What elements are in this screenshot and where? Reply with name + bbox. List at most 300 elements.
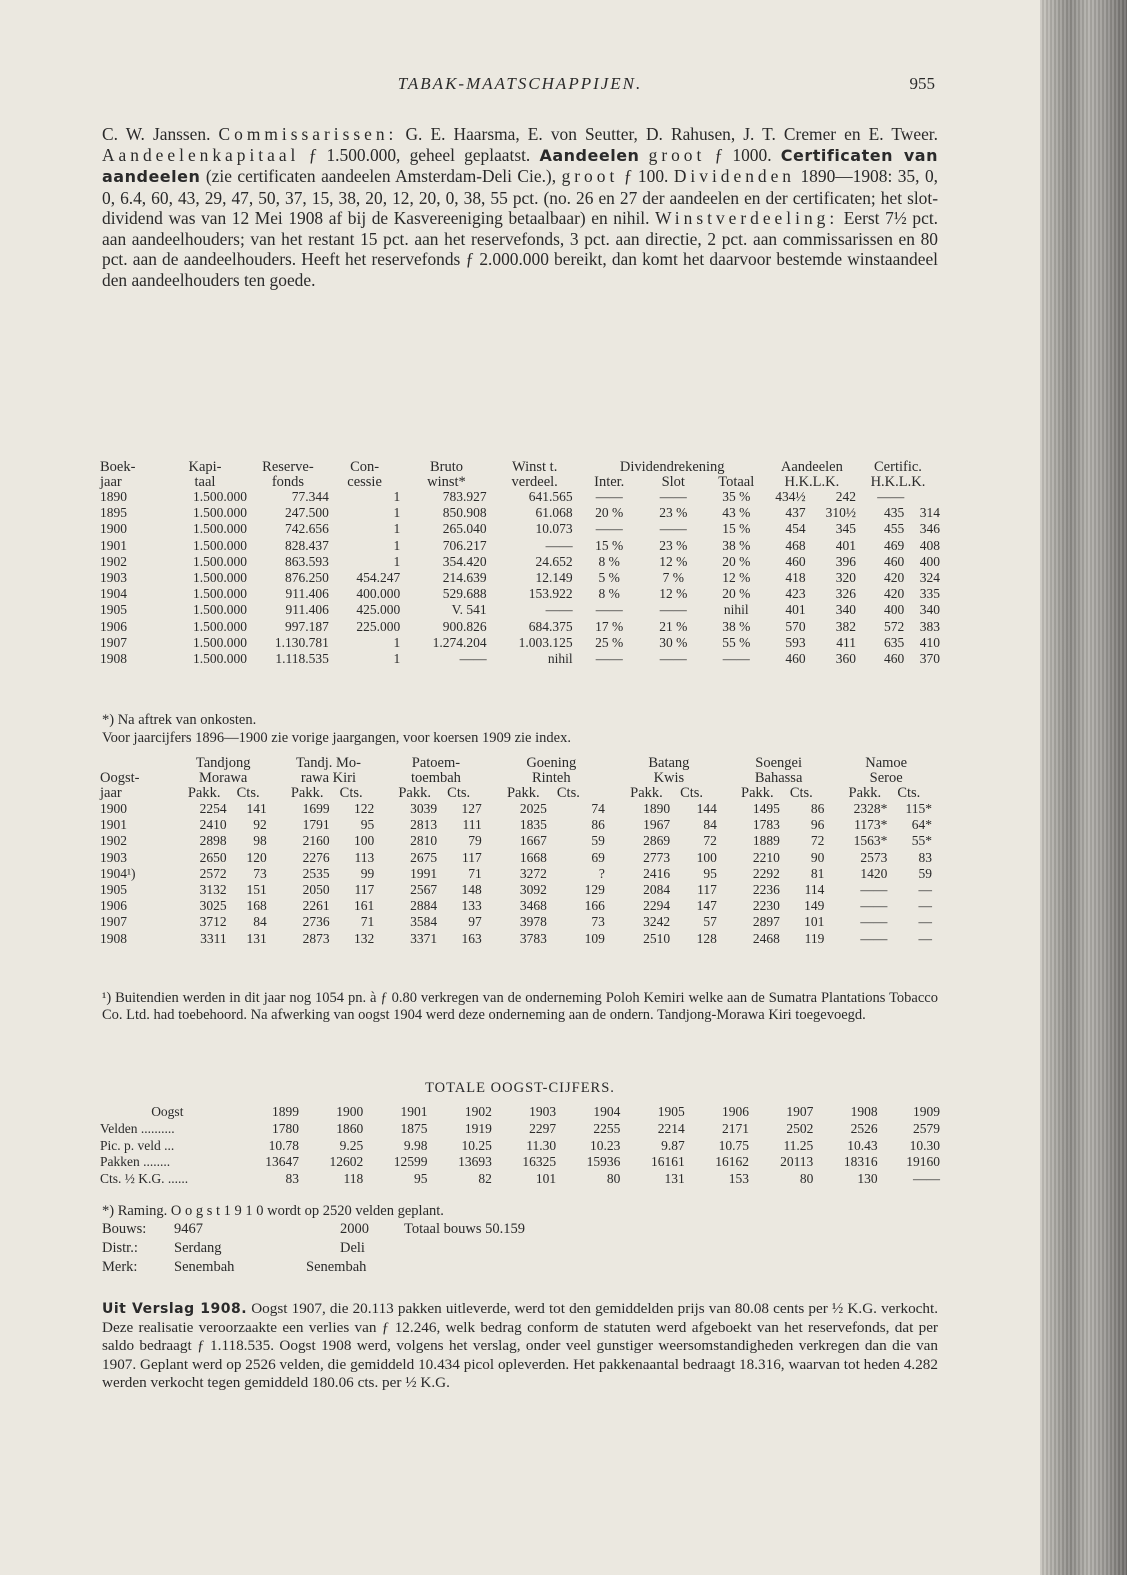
totals-title: TOTALE OOGST-CIJFERS.: [425, 1080, 615, 1096]
finance-cell: 1: [393, 553, 401, 569]
finance-row: [100, 489, 940, 505]
finance-cell: 863.593: [285, 553, 329, 569]
finance-header-row-1: [100, 460, 940, 475]
estates-cell: —: [918, 914, 932, 930]
finance-cell: 469: [884, 537, 905, 553]
estate-namoe-seroe: Namoe: [865, 755, 908, 771]
estates-cell: 117: [461, 849, 482, 865]
estates-cell: 1903: [100, 849, 127, 865]
finance-table: [100, 460, 940, 667]
th-aandeelen: Aandeelen: [780, 459, 843, 475]
finance-cell: 1.500.000: [193, 505, 247, 521]
finance-reference: Voor jaarcijfers 1896—1900 zie vorige jaargangen, voor koersen 1909 zie index.: [102, 730, 571, 746]
unit-pakk: Pakk.: [187, 785, 221, 801]
finance-cell: 77.344: [291, 489, 329, 504]
finance-cell: ——: [595, 651, 623, 667]
estates-cell: 3025: [199, 898, 227, 914]
estates-cell: 2535: [302, 865, 330, 881]
estates-cell: 2236: [752, 882, 780, 898]
distr-value: Serdang: [174, 1240, 222, 1256]
estates-cell: 1791: [302, 817, 330, 833]
estates-cell: 2869: [643, 833, 671, 849]
finance-cell: 400.000: [356, 586, 401, 602]
finance-cell: ——: [595, 521, 623, 537]
estates-cell: 2510: [643, 930, 671, 946]
estates-cell: 2567: [410, 882, 438, 898]
th-jaar: jaar: [100, 473, 122, 490]
estates-cell: 3272: [519, 865, 547, 881]
finance-cell: ——: [877, 489, 905, 504]
finance-row: [100, 505, 940, 521]
estates-header-row-2: [100, 771, 940, 786]
finance-cell: 23 %: [659, 537, 688, 553]
estates-cell: 132: [353, 930, 375, 946]
estates-cell: 1905: [100, 882, 127, 898]
estates-row: [100, 817, 940, 833]
estates-cell: 1908: [100, 930, 127, 946]
finance-cell: 408: [919, 537, 940, 553]
estates-row: [100, 801, 940, 817]
totals-cell: 1919: [464, 1120, 492, 1136]
estates-cell: 168: [246, 898, 267, 914]
estate-l2-7: Seroe: [869, 770, 903, 786]
finance-cell: 411: [836, 634, 856, 650]
th-verdeel: verdeel.: [511, 473, 558, 490]
totals-cell: 11.30: [526, 1137, 557, 1153]
totals-row-label: Pic. p. veld ...: [100, 1137, 175, 1153]
estates-cell: 127: [461, 801, 482, 816]
th-dividendrekening: Dividendrekening: [619, 459, 725, 475]
totals-cell: 13647: [265, 1154, 299, 1170]
totals-row-label: Cts. ½ K.G. ......: [100, 1171, 189, 1187]
totals-row: [100, 1154, 940, 1171]
totals-year: 1901: [400, 1104, 428, 1119]
finance-cell: 8 %: [598, 586, 620, 602]
estate-tandjong-morawa: Tandjong: [195, 755, 251, 771]
finance-cell: 1906: [100, 618, 127, 634]
estates-row: [100, 866, 940, 882]
estates-cell: 2897: [752, 914, 780, 930]
finance-cell: 383: [919, 618, 940, 634]
totals-cell: 118: [343, 1171, 364, 1187]
merk-value-2: Senembah: [306, 1259, 367, 1275]
finance-cell: 1.274.204: [432, 634, 487, 650]
finance-cell: 242: [835, 489, 856, 504]
finance-cell: 247.500: [285, 505, 329, 521]
estates-cell: 73: [591, 914, 605, 930]
estates-cell: 1835: [519, 817, 547, 833]
finance-cell: 828.437: [285, 537, 329, 553]
estates-cell: 84: [253, 914, 267, 930]
totals-cell: 20113: [780, 1154, 814, 1170]
finance-cell: 12 %: [659, 586, 688, 602]
th-reserve: Reserve-: [262, 459, 314, 475]
finance-cell: 55 %: [722, 634, 751, 650]
finance-cell: 310½: [825, 505, 856, 521]
estates-cell: 129: [584, 882, 605, 898]
totals-cell: 2255: [593, 1120, 621, 1136]
finance-cell: 30 %: [659, 634, 688, 650]
totals-cell: 2502: [786, 1120, 814, 1136]
finance-cell: 324: [919, 570, 940, 586]
finance-cell: 635: [884, 634, 905, 650]
finance-cell: ——: [659, 521, 687, 537]
finance-table-body: [100, 489, 940, 667]
finance-cell: 1: [393, 537, 401, 553]
finance-cell: ——: [545, 602, 573, 618]
estates-cell: 144: [696, 801, 717, 816]
finance-row: [100, 538, 940, 554]
finance-cell: 345: [835, 521, 856, 537]
finance-cell: 38 %: [722, 618, 751, 634]
finance-cell: 1902: [100, 553, 127, 569]
kapitaal-label: Aandeelenkapitaal: [102, 144, 300, 165]
finance-cell: 400: [884, 602, 905, 618]
th-cessie: cessie: [347, 473, 382, 490]
estates-cell: 55*: [911, 833, 932, 849]
finance-cell: 460: [785, 651, 806, 667]
finance-cell: 1.118.535: [275, 651, 329, 667]
estates-cell: 166: [584, 898, 605, 914]
estates-cell: 2276: [302, 849, 330, 865]
totals-year: 1902: [464, 1104, 492, 1119]
finance-cell: 876.250: [285, 570, 329, 586]
estates-row: [100, 931, 940, 947]
estates-cell: 1991: [410, 865, 438, 881]
commissarissen-label: Commissarissen:: [218, 124, 398, 144]
totals-cell: 1780: [271, 1120, 299, 1136]
finance-cell: 1.500.000: [193, 489, 247, 504]
finance-cell: 340: [835, 602, 856, 618]
estates-row: [100, 898, 940, 914]
estates-cell: 2884: [410, 898, 438, 914]
estates-cell: 2416: [643, 865, 671, 881]
finance-cell: 418: [785, 570, 806, 586]
estates-cell: 2873: [302, 930, 330, 946]
totals-year: 1908: [850, 1104, 878, 1119]
finance-cell: 400: [919, 553, 940, 569]
finance-cell: [904, 489, 940, 505]
unit-pakk: Pakk.: [398, 785, 431, 801]
estates-row: [100, 882, 940, 898]
estates-cell: 3132: [199, 882, 227, 898]
finance-cell: 1.500.000: [193, 521, 247, 537]
estates-cell: 3468: [519, 898, 547, 914]
estates-cell: 86: [810, 801, 825, 816]
finance-cell: ——: [659, 602, 687, 618]
totals-cell: 130: [857, 1171, 878, 1187]
unit-cts: Cts.: [447, 785, 471, 801]
estates-cell: 71: [468, 865, 482, 881]
estate-goening-rinteh: Goening: [526, 755, 577, 771]
totals-cell: 10.43: [847, 1137, 878, 1153]
estates-cell: 97: [468, 914, 482, 930]
estates-cell: 2410: [199, 817, 227, 833]
totals-cell: 10.23: [590, 1137, 621, 1153]
running-title: TABAK-MAATSCHAPPIJEN.: [397, 74, 643, 93]
raming-note: *) Raming. O o g s t 1 9 1 0 wordt op 2520 velden geplant.: [102, 1203, 444, 1219]
totals-year: 1900: [336, 1104, 364, 1119]
th-aandeelen-hklk: H.K.L.K.: [784, 473, 840, 490]
estates-cell: 120: [246, 849, 267, 865]
estates-cell: 100: [353, 833, 375, 849]
finance-cell: 12.149: [535, 570, 573, 586]
estates-table-body: [100, 801, 940, 947]
finance-cell: 1.500.000: [193, 634, 247, 650]
finance-cell: 1.500.000: [193, 618, 247, 634]
estates-cell: 3584: [410, 914, 438, 930]
finance-cell: 529.688: [442, 586, 487, 602]
estates-cell: 2050: [302, 882, 330, 898]
estates-cell: 59: [918, 865, 932, 881]
finance-cell: 900.826: [442, 618, 487, 634]
estates-cell: 3242: [643, 914, 671, 930]
th-empty: [100, 756, 172, 771]
finance-cell: 335: [919, 586, 940, 602]
estates-cell: 84: [703, 817, 717, 833]
totals-year: 1904: [593, 1104, 621, 1119]
aandeelen-groot: ƒ 1000.: [714, 144, 772, 165]
estates-cell: 128: [696, 930, 717, 946]
estates-row: [100, 914, 940, 930]
estates-cell: 115*: [905, 801, 932, 816]
estates-cell: 2898: [199, 833, 227, 849]
totals-cell: 2579: [913, 1120, 940, 1136]
finance-cell: 425.000: [356, 602, 401, 618]
estates-cell: 148: [461, 882, 482, 898]
estates-cell: 1668: [519, 849, 547, 865]
estates-cell: 1783: [752, 817, 780, 833]
estates-cell: 74: [591, 801, 605, 816]
totals-cell: 95: [414, 1171, 428, 1187]
finance-cell: 437: [785, 505, 806, 521]
estates-cell: 1173*: [854, 817, 888, 833]
bouws-total: Totaal bouws 50.159: [404, 1221, 526, 1237]
totals-cell: 13693: [458, 1154, 492, 1170]
finance-cell: 24.652: [535, 553, 573, 569]
estates-cell: 2328*: [853, 801, 888, 816]
finance-cell: 8 %: [598, 553, 620, 569]
estates-cell: 2813: [410, 817, 438, 833]
estates-cell: 151: [246, 882, 267, 898]
estates-cell: 133: [461, 898, 482, 914]
estates-cell: 109: [584, 930, 605, 946]
finance-cell: 1904: [100, 586, 127, 602]
estates-cell: 3311: [200, 930, 227, 946]
finance-cell: 1.500.000: [193, 570, 247, 586]
estates-cell: 141: [246, 801, 267, 816]
finance-cell: 396: [835, 553, 856, 569]
finance-cell: ——: [595, 489, 623, 504]
estates-cell: 86: [591, 817, 605, 833]
finance-cell: ——: [545, 537, 573, 553]
finance-cell: 435: [884, 505, 905, 521]
verslag-paragraph: [102, 1300, 938, 1393]
estates-cell: 2773: [643, 849, 671, 865]
finance-cell: 12 %: [722, 570, 751, 586]
estates-cell: 1889: [752, 833, 780, 849]
estates-cell: 71: [360, 914, 375, 930]
finance-cell: 593: [785, 634, 806, 650]
finance-cell: 1.500.000: [193, 537, 247, 553]
totals-table: [100, 1104, 940, 1188]
finance-cell: 455: [884, 521, 905, 537]
aandeelen-label: Aandeelen: [539, 145, 640, 165]
certificaten-label: Certificaten van aandeelen: [102, 145, 938, 186]
th-jaar-2: jaar: [100, 785, 122, 801]
estates-cell: 98: [253, 833, 267, 849]
certificaten-groot: ƒ 100.: [623, 166, 669, 186]
finance-cell: 1.003.125: [518, 634, 573, 650]
finance-cell: 382: [835, 618, 856, 634]
finance-cell: 1907: [100, 634, 127, 650]
groot-label-2: groot: [561, 166, 619, 186]
totals-cell: 11.25: [783, 1137, 814, 1153]
estates-cell: 1495: [752, 801, 780, 816]
th-inter: Inter.: [594, 473, 625, 490]
finance-cell: 7 %: [662, 570, 684, 586]
finance-cell: 1.500.000: [193, 553, 247, 569]
finance-cell: 354.420: [442, 553, 487, 569]
totals-row-label: Pakken ........: [100, 1154, 171, 1170]
estates-cell: 90: [810, 849, 825, 865]
finance-cell: 61.068: [535, 505, 573, 521]
finance-cell: 225.000: [356, 618, 401, 634]
totals-cell: 10.25: [461, 1137, 492, 1153]
finance-row: [100, 554, 940, 570]
estate-l2-6: Bahassa: [754, 770, 803, 786]
finance-cell: 12 %: [659, 553, 688, 569]
kapitaal-value: ƒ 1.500.000, geheel geplaatst.: [308, 144, 531, 165]
estates-cell: 2254: [199, 801, 227, 816]
finance-cell: 340: [919, 602, 940, 618]
estates-cell: ——: [860, 930, 888, 946]
bouws-line: [102, 1221, 702, 1239]
totals-cell: 131: [664, 1171, 685, 1187]
estates-cell: 117: [354, 882, 375, 898]
estate-l2-3: toembah: [410, 770, 461, 786]
director-name: C. W. Janssen.: [102, 124, 211, 144]
estate-tandj-morawa-kiri: Tandj. Mo-: [295, 755, 361, 771]
unit-cts: Cts.: [236, 785, 260, 801]
totals-row: [100, 1121, 940, 1138]
th-certific: Certific.: [874, 459, 922, 475]
estates-cell: 81: [810, 865, 825, 881]
th-fonds: fonds: [271, 473, 305, 490]
estates-cell: 72: [703, 833, 717, 849]
finance-cell: 1.500.000: [193, 651, 247, 667]
estates-cell: 122: [353, 801, 375, 816]
totals-cell: 1860: [336, 1120, 364, 1136]
finance-cell: 460: [884, 651, 905, 667]
finance-cell: 460: [884, 553, 905, 569]
totals-year: 1899: [271, 1104, 299, 1119]
finance-cell: 1: [393, 651, 401, 667]
estates-cell: 1699: [302, 801, 330, 816]
estates-cell: 1904¹): [100, 865, 136, 881]
estates-cell: 3712: [199, 914, 227, 930]
estates-cell: 1667: [519, 833, 547, 849]
finance-row: [100, 619, 940, 635]
totals-cell: 12599: [393, 1154, 428, 1170]
totals-year: 1909: [913, 1104, 940, 1119]
finance-cell: 153.922: [528, 586, 573, 602]
totals-cell: 19160: [906, 1154, 940, 1170]
estates-cell: 1901: [100, 817, 127, 833]
totals-year: 1903: [529, 1104, 557, 1119]
finance-cell: 1: [393, 489, 401, 504]
th-winst: Winst t.: [512, 459, 558, 475]
finance-cell: 454.247: [356, 570, 401, 586]
estates-cell: 1907: [100, 914, 127, 930]
estates-cell: 64*: [911, 817, 932, 833]
distr-label: Distr.:: [102, 1240, 138, 1256]
estates-cell: 1420: [860, 865, 888, 881]
estates-cell: 99: [360, 865, 375, 881]
unit-pakk: Pakk.: [848, 785, 882, 801]
estates-cell: 95: [703, 865, 717, 881]
estates-cell: 2810: [410, 833, 438, 849]
estate-soengei-bahassa: Soengei: [755, 755, 802, 771]
th-con: Con-: [350, 459, 380, 475]
unit-cts: Cts.: [897, 785, 921, 801]
finance-cell: 38 %: [722, 537, 751, 553]
finance-cell: 420: [884, 586, 905, 602]
totals-cell: 80: [606, 1171, 621, 1187]
finance-cell: 20 %: [722, 553, 751, 569]
estates-cell: 69: [591, 849, 605, 865]
finance-cell: 454: [785, 521, 806, 537]
groot-label: groot: [648, 144, 706, 165]
estates-cell: 149: [804, 898, 825, 914]
estates-cell: 111: [462, 817, 482, 833]
finance-cell: 706.217: [442, 537, 487, 553]
totals-cell: 1875: [400, 1120, 428, 1136]
bouws-label: Bouws:: [102, 1221, 147, 1237]
finance-cell: 17 %: [595, 618, 624, 634]
estates-cell: 114: [804, 882, 825, 898]
th-kapi: Kapi-: [188, 459, 222, 475]
estates-cell: 1900: [100, 801, 127, 816]
finance-cell: 43 %: [722, 505, 751, 521]
finance-cell: 1895: [100, 505, 127, 521]
estates-cell: 3978: [519, 914, 547, 930]
estates-cell: 2025: [519, 801, 547, 816]
estates-cell: 3039: [410, 801, 438, 816]
finance-cell: 783.927: [442, 489, 487, 504]
estates-cell: 113: [354, 849, 375, 865]
finance-cell: 1908: [100, 651, 127, 667]
finance-cell: 346: [919, 521, 940, 537]
estates-cell: 59: [591, 833, 605, 849]
th-taal: taal: [194, 473, 216, 490]
totals-cell: 153: [728, 1171, 750, 1187]
estates-row: [100, 850, 940, 866]
estates-cell: 1563*: [853, 833, 888, 849]
estates-cell: 3783: [519, 930, 547, 946]
finance-cell: ——: [659, 489, 687, 504]
finance-cell: 997.187: [285, 618, 329, 634]
finance-cell: 320: [835, 570, 856, 586]
estates-cell: —: [918, 930, 932, 946]
finance-cell: 1905: [100, 602, 127, 618]
finance-cell: 5 %: [598, 570, 620, 586]
bouws-value: 9467: [174, 1221, 203, 1237]
estates-cell: 2572: [199, 865, 227, 881]
totals-cell: 9.25: [339, 1137, 364, 1153]
totals-oogst-label: Oogst: [151, 1104, 184, 1119]
finance-footnote: *) Na aftrek van onkosten.: [102, 712, 257, 728]
